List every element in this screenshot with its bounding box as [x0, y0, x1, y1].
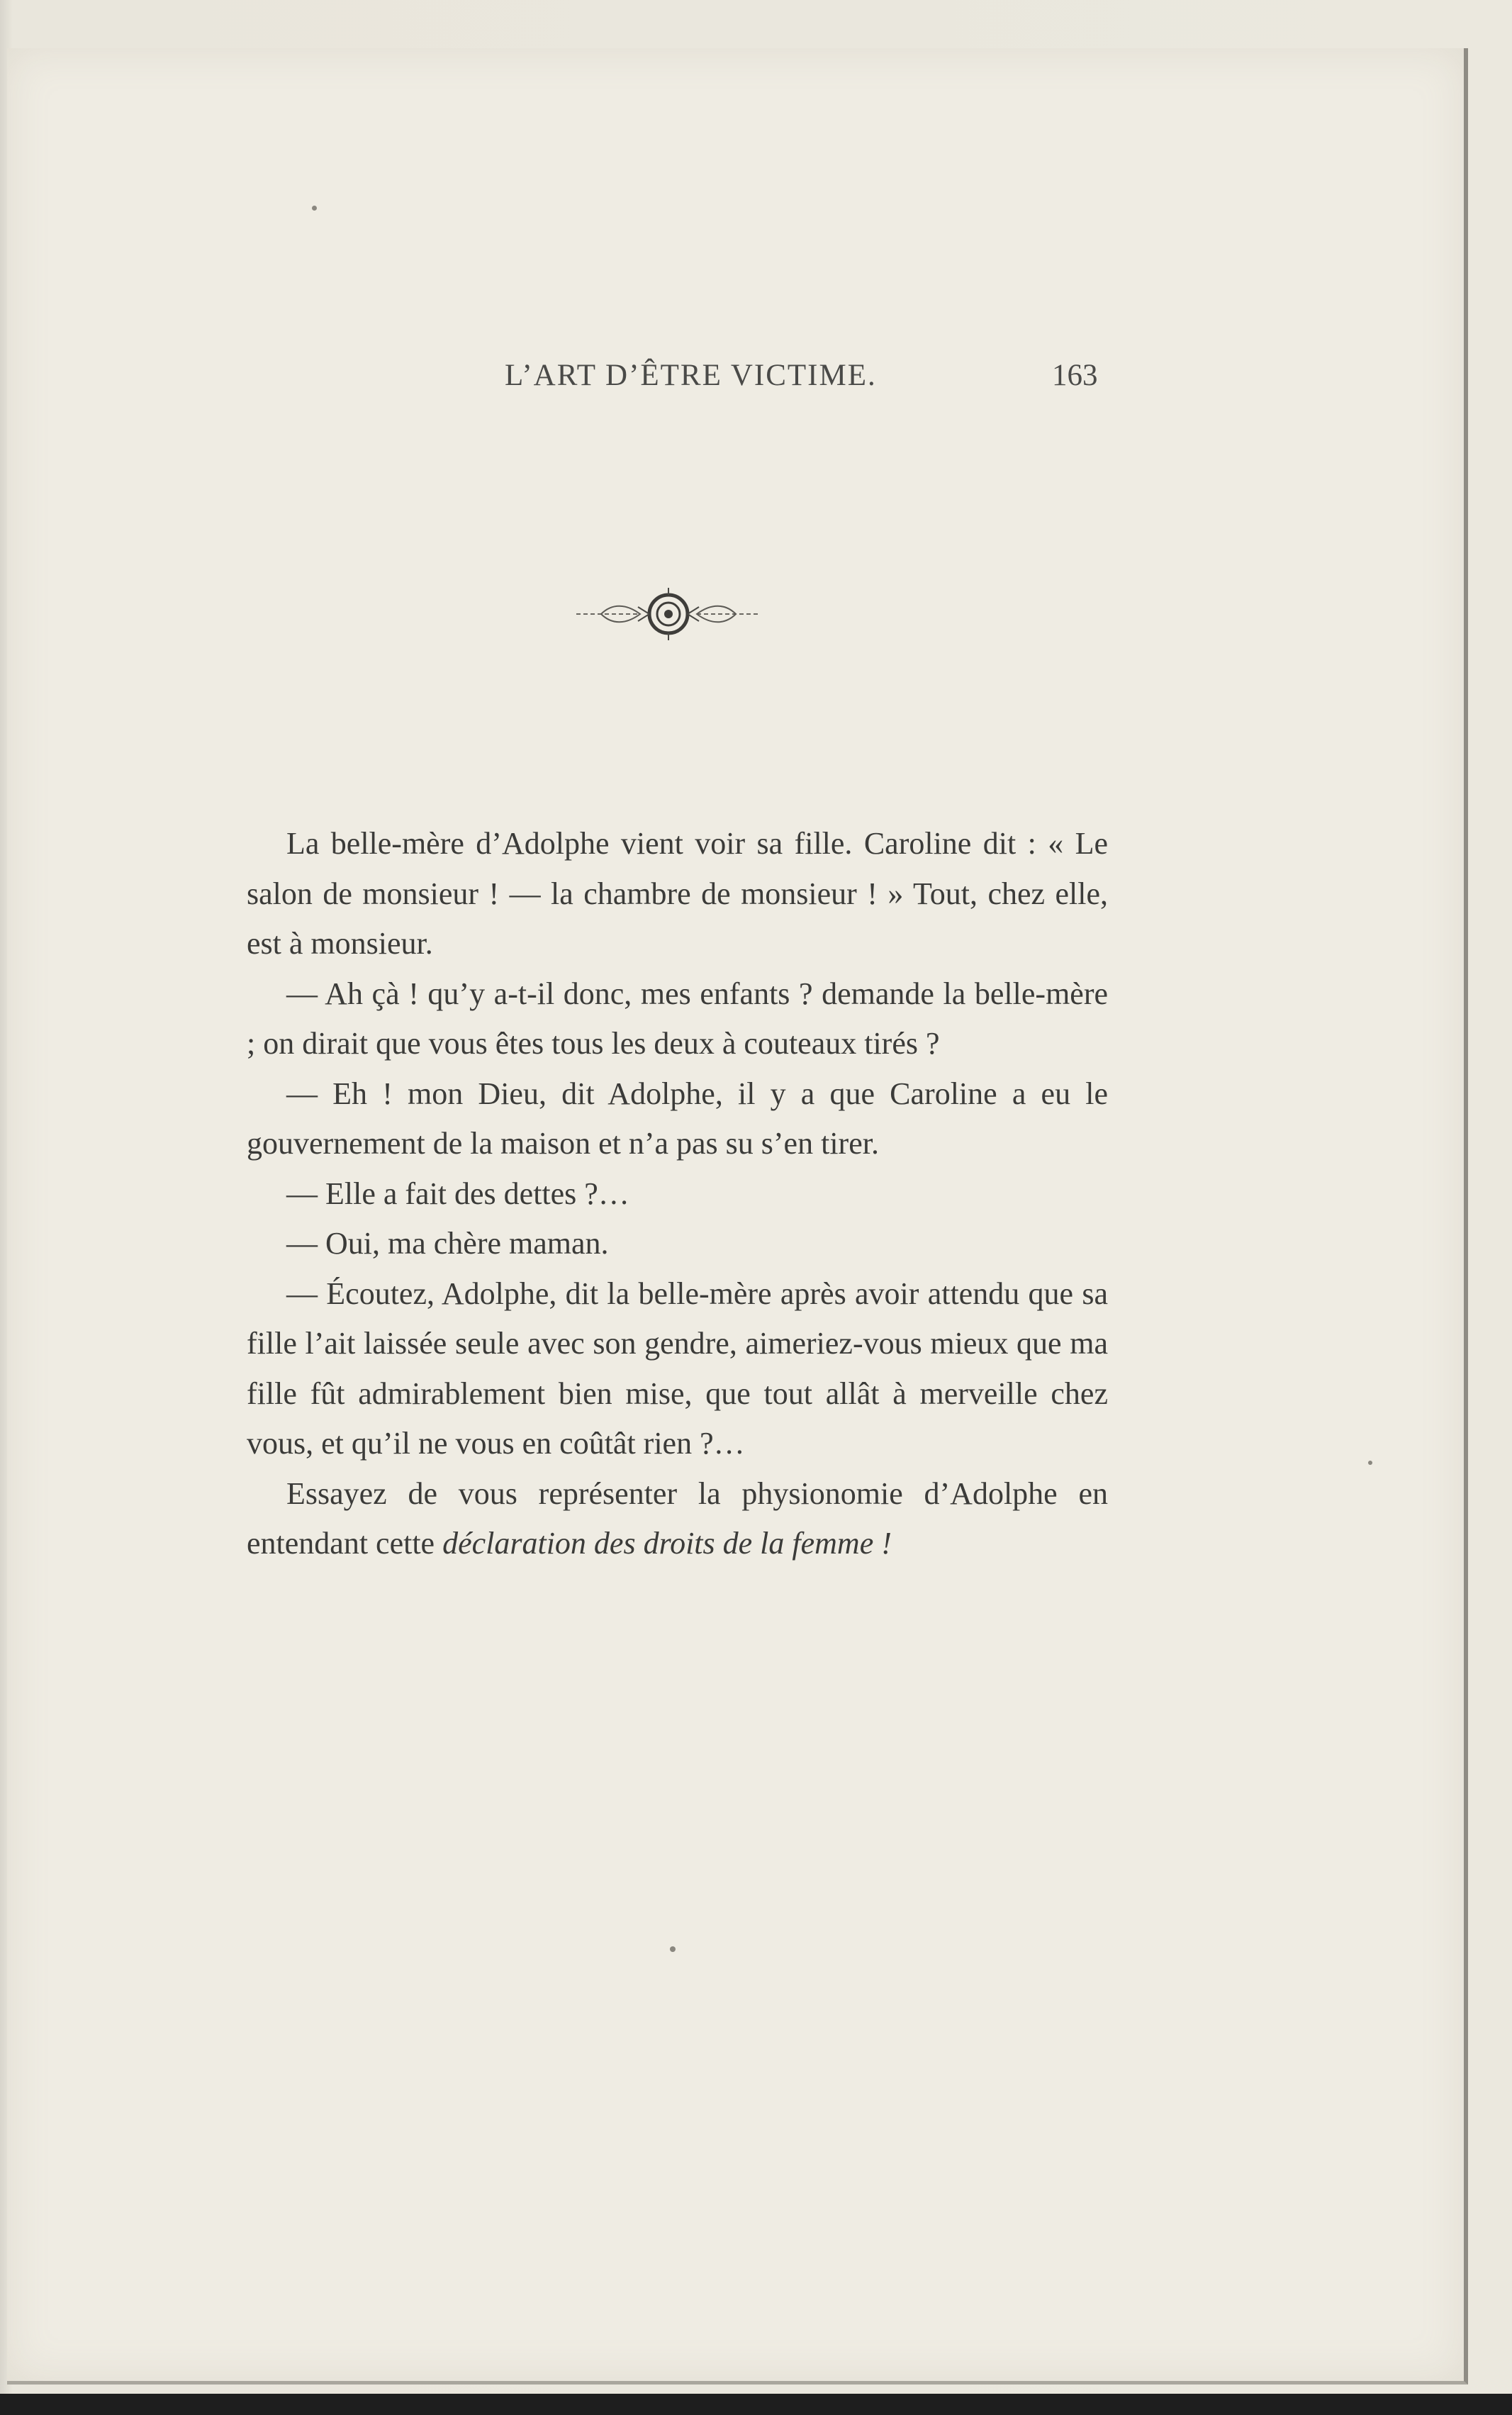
- paragraph-text: La belle-mère d’Adolphe vient voir sa fille. Caroline dit : « Le salon de monsieur ! — la chambre de monsieur ! » Tout, chez elle, est à monsieur.: [247, 826, 1108, 961]
- paragraph-text: — Elle a fait des dettes ?…: [286, 1176, 629, 1211]
- paragraph: [247, 969, 1108, 1069]
- fleuron-ornament-icon: [573, 586, 764, 642]
- paragraph-text: — Ah çà ! qu’y a-t-il donc, mes enfants ? demande la belle-mère ; on dirait que vous êtes tous les deux à couteaux tirés ?: [247, 976, 1108, 1061]
- paragraph-text: — Oui, ma chère maman.: [286, 1226, 609, 1261]
- paragraph: [247, 1269, 1108, 1469]
- paragraph: [247, 1169, 1108, 1220]
- page-number: 163: [1052, 359, 1098, 392]
- running-title: L’ART D’ÊTRE VICTIME.: [505, 359, 877, 392]
- paragraph-text: — Eh ! mon Dieu, dit Adolphe, il y a que Caroline a eu le gouvernement de la maison et n’a pas su s’en tirer.: [247, 1076, 1108, 1161]
- paragraph: [247, 1219, 1108, 1269]
- paragraph: [247, 819, 1108, 969]
- paragraph: [247, 1469, 1108, 1569]
- scan-edge: [0, 2394, 1512, 2415]
- paper-speck: [670, 1946, 676, 1952]
- italic-phrase: déclaration des droits de la femme !: [442, 1526, 892, 1561]
- paper-speck: [312, 206, 317, 211]
- paragraph-text: Essayez de vous représenter la physionomie d’Adolphe en entendant cette: [247, 1476, 1108, 1561]
- paragraph-text: — Écoutez, Adolphe, dit la belle-mère après avoir attendu que sa fille l’ait laissée seule avec son gendre, aimeriez-vous mieux que ma fille fût admirablement bien mise, que tout allât à merveille chez vous, et qu’il ne vous en coûtât rien ?…: [247, 1276, 1108, 1461]
- paper-speck: [1368, 1461, 1372, 1465]
- paragraph: [247, 1069, 1108, 1169]
- body-text: [247, 819, 1108, 1569]
